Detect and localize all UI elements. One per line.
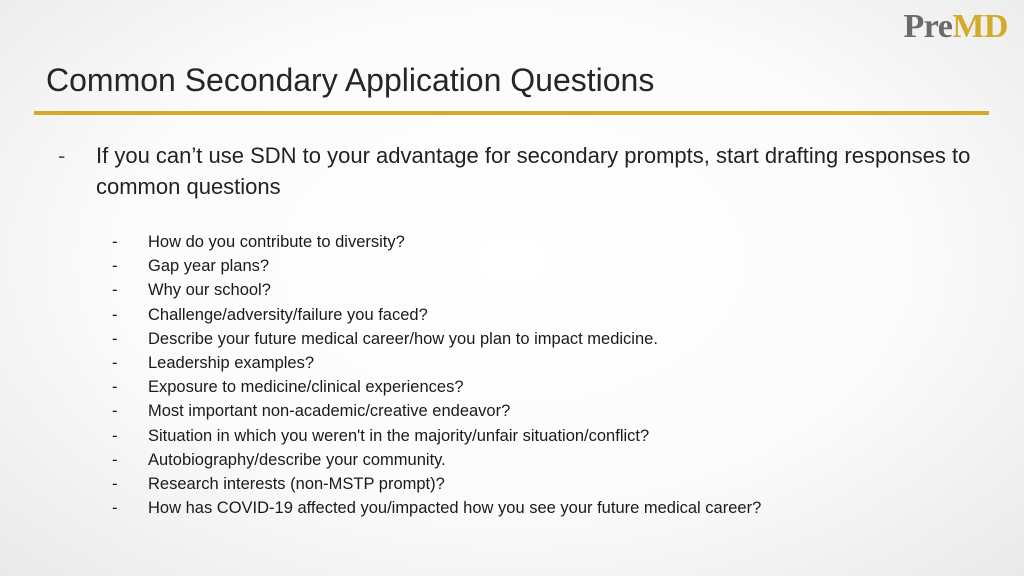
bullet-dash: - — [112, 257, 118, 276]
bullet-dash: - — [112, 402, 118, 421]
question-text: Leadership examples? — [148, 354, 315, 373]
list-item — [112, 278, 761, 302]
bullet-dash: - — [112, 475, 118, 494]
logo-pre-text: Pre — [903, 8, 953, 45]
question-text: Why our school? — [148, 281, 271, 300]
bullet-dash: - — [112, 305, 118, 324]
question-text: Challenge/adversity/failure you faced? — [148, 305, 428, 324]
bullet-dash: - — [112, 354, 118, 373]
question-text: Exposure to medicine/clinical experiences? — [148, 378, 464, 397]
bullet-dash: - — [112, 378, 118, 397]
question-list — [112, 230, 761, 520]
list-item — [112, 448, 761, 472]
premd-logo — [904, 10, 1009, 44]
bullet-dash: - — [112, 499, 118, 518]
question-text: Describe your future medical career/how you plan to impact medicine. — [148, 329, 658, 348]
question-text: Autobiography/describe your community. — [148, 450, 446, 469]
list-item — [112, 424, 761, 448]
bullet-dash: - — [112, 233, 118, 251]
bullet-dash: - — [112, 426, 118, 445]
list-item — [112, 351, 761, 375]
list-item — [112, 496, 761, 520]
logo-md-text: MD — [952, 8, 1008, 45]
list-item — [112, 327, 761, 351]
question-text: How has COVID-19 affected you/impacted how you see your future medical career? — [148, 499, 762, 518]
slide-title: Common Secondary Application Questions — [46, 62, 655, 98]
question-text: How do you contribute to diversity? — [148, 233, 405, 251]
question-text: Research interests (non-MSTP prompt)? — [148, 475, 445, 494]
bullet-dash: - — [112, 329, 118, 348]
list-item — [112, 375, 761, 399]
list-item — [112, 254, 761, 278]
main-bullet-text: If you can’t use SDN to your advantage for secondary prompts, start drafting responses to common questions — [96, 143, 971, 199]
question-text: Situation in which you weren't in the majority/unfair situation/conflict? — [148, 426, 650, 445]
bullet-dash: - — [112, 281, 118, 300]
question-text: Most important non-academic/creative endeavor? — [148, 402, 511, 421]
main-bullet — [58, 140, 978, 202]
list-item — [112, 472, 761, 496]
list-item — [112, 230, 761, 254]
bullet-dash: - — [58, 143, 66, 168]
question-text: Gap year plans? — [148, 257, 270, 276]
bullet-dash: - — [112, 450, 118, 469]
list-item — [112, 399, 761, 423]
list-item — [112, 303, 761, 327]
title-divider — [34, 111, 989, 115]
